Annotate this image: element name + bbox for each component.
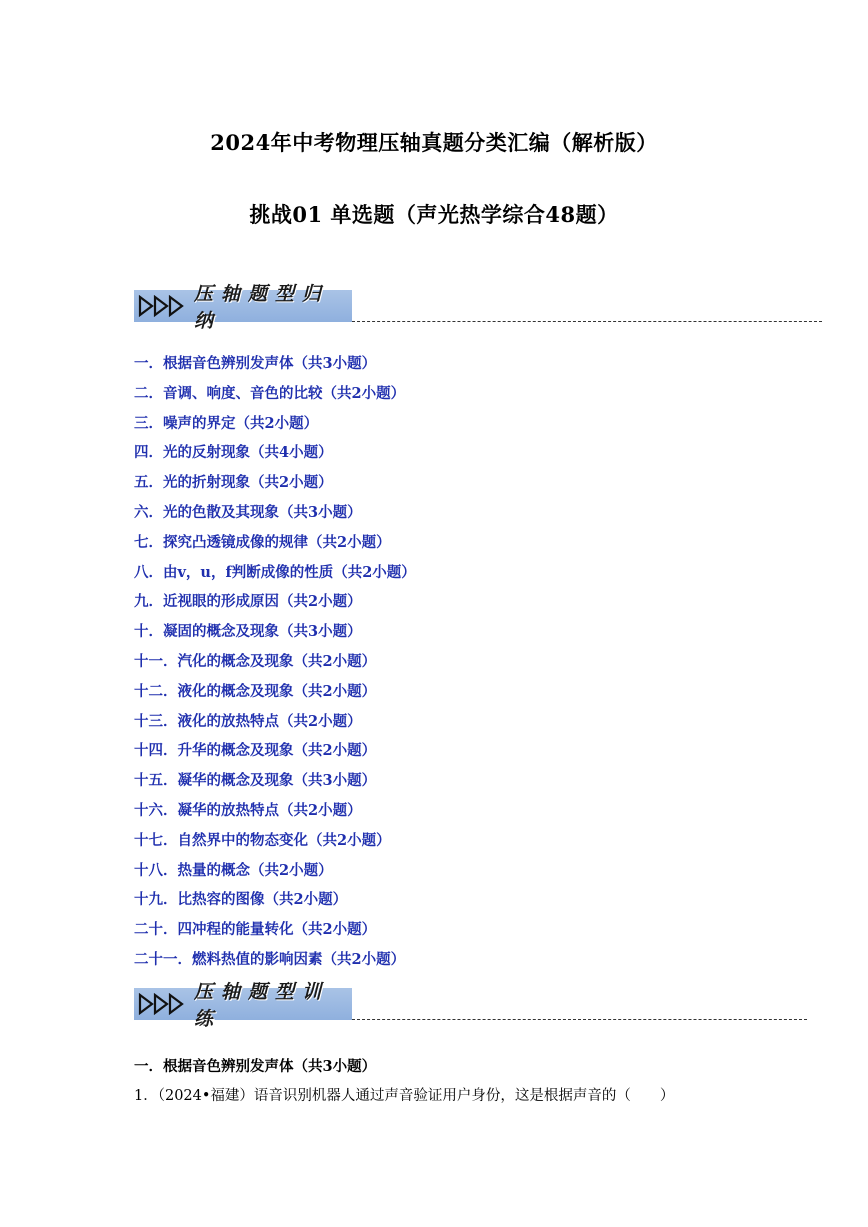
document-title: 2024年中考物理压轴真题分类汇编（解析版）	[210, 130, 658, 155]
triple-arrow-icon	[138, 993, 188, 1015]
toc-item[interactable]: 十八．热量的概念（共2小题）	[134, 861, 333, 879]
table-of-contents	[134, 352, 416, 978]
banner-divider	[352, 1019, 807, 1020]
banner-divider	[352, 321, 822, 322]
section-heading: 一．根据音色辨别发声体（共3小题）	[134, 1058, 377, 1075]
toc-item[interactable]: 八．由v，u，f判断成像的性质（共2小题）	[134, 563, 416, 581]
training-banner-box	[134, 981, 352, 1030]
toc-item[interactable]: 九．近视眼的形成原因（共2小题）	[134, 593, 362, 611]
toc-item[interactable]: 十七．自然界中的物态变化（共2小题）	[134, 831, 391, 849]
toc-item[interactable]: 二十一．燃料热值的影响因素（共2小题）	[134, 950, 406, 968]
question-1: 1．（2024•福建）语音识别机器人通过声音验证用户身份，这是根据声音的（ ）	[134, 1088, 675, 1104]
toc-item[interactable]: 十．凝固的概念及现象（共3小题）	[134, 623, 362, 641]
toc-item[interactable]: 七．探究凸透镜成像的规律（共2小题）	[134, 533, 391, 551]
toc-item[interactable]: 十九．比热容的图像（共2小题）	[134, 891, 348, 909]
toc-item[interactable]: 十六．凝华的放热特点（共2小题）	[134, 801, 362, 819]
toc-item[interactable]: 十四．升华的概念及现象（共2小题）	[134, 742, 377, 760]
summary-banner-box	[134, 283, 352, 332]
toc-item[interactable]: 十三．液化的放热特点（共2小题）	[134, 712, 362, 730]
toc-item[interactable]: 四．光的反射现象（共4小题）	[134, 444, 333, 462]
toc-item[interactable]: 十一．汽化的概念及现象（共2小题）	[134, 652, 377, 670]
toc-item[interactable]: 十二．液化的概念及现象（共2小题）	[134, 682, 377, 700]
toc-item[interactable]: 二十．四冲程的能量转化（共2小题）	[134, 921, 377, 939]
toc-item[interactable]: 五．光的折射现象（共2小题）	[134, 474, 333, 492]
summary-banner	[134, 283, 822, 332]
toc-item[interactable]: 二．音调、响度、音色的比较（共2小题）	[134, 384, 406, 402]
toc-item[interactable]: 三．噪声的界定（共2小题）	[134, 414, 319, 432]
toc-item[interactable]: 一．根据音色辨别发声体（共3小题）	[134, 355, 377, 372]
triple-arrow-icon	[138, 295, 188, 317]
summary-banner-label: 压轴题型归纳	[194, 283, 330, 332]
toc-item[interactable]: 六．光的色散及其现象（共3小题）	[134, 503, 362, 521]
training-banner-label: 压轴题型训练	[194, 981, 330, 1030]
document-subtitle: 挑战01 单选题（声光热学综合48题）	[249, 202, 619, 227]
training-banner	[134, 981, 807, 1030]
toc-item[interactable]: 十五．凝华的概念及现象（共3小题）	[134, 772, 377, 790]
